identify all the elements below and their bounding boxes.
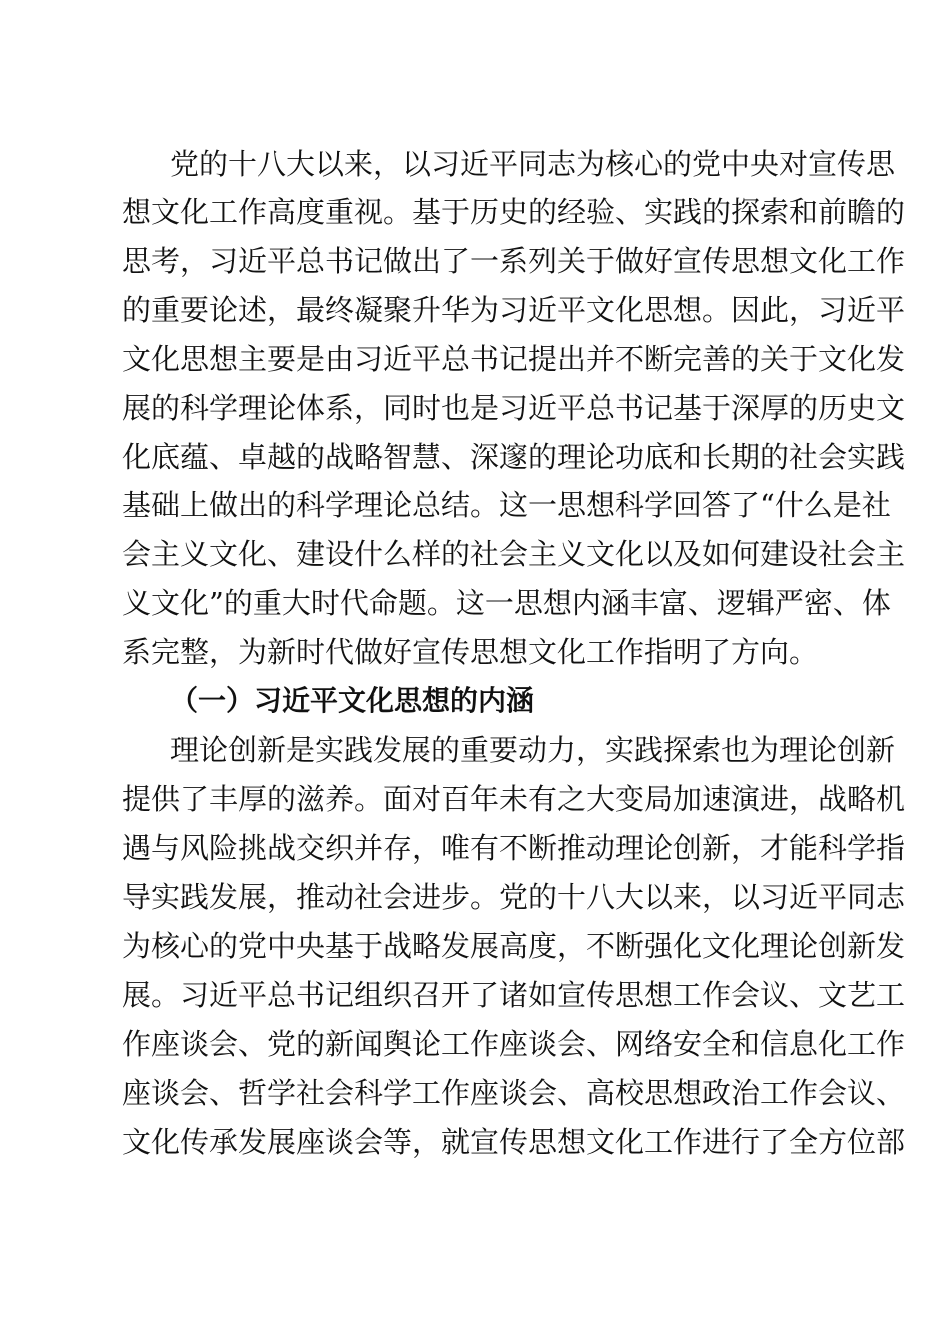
paragraph-1-line: 会主义文化、建设什么样的社会主义文化以及如何建设社会主 [122, 537, 906, 571]
paragraph-1-line: 文化思想主要是由习近平总书记提出并不断完善的关于文化发 [122, 342, 906, 376]
paragraph-2-line: 理论创新是实践发展的重要动力，实践探索也为理论创新 [170, 733, 896, 767]
paragraph-2-line: 为核心的党中央基于战略发展高度，不断强化文化理论创新发 [122, 929, 906, 963]
paragraph-2-line: 展。习近平总书记组织召开了诸如宣传思想工作会议、文艺工 [122, 978, 906, 1012]
paragraph-2-line: 文化传承发展座谈会等，就宣传思想文化工作进行了全方位部 [122, 1125, 906, 1159]
paragraph-1-line: 思考，习近平总书记做出了一系列关于做好宣传思想文化工作 [122, 244, 906, 278]
section-heading: （一）习近平文化思想的内涵 [170, 684, 535, 717]
paragraph-1-line: 化底蕴、卓越的战略智慧、深邃的理论功底和长期的社会实践 [122, 440, 906, 474]
paragraph-1-line: 基础上做出的科学理论总结。这一思想科学回答了“什么是社 [122, 488, 891, 522]
paragraph-2-line: 座谈会、哲学社会科学工作座谈会、高校思想政治工作会议、 [122, 1076, 906, 1110]
paragraph-2-line: 作座谈会、党的新闻舆论工作座谈会、网络安全和信息化工作 [122, 1027, 906, 1061]
paragraph-2-line: 导实践发展，推动社会进步。党的十八大以来，以习近平同志 [122, 880, 906, 914]
paragraph-1-line: 的重要论述，最终凝聚升华为习近平文化思想。因此，习近平 [122, 293, 906, 327]
paragraph-1-line: 义文化”的重大时代命题。这一思想内涵丰富、逻辑严密、体 [122, 586, 891, 620]
paragraph-2-line: 提供了丰厚的滋养。面对百年未有之大变局加速演进，战略机 [122, 782, 906, 816]
paragraph-1-line: 党的十八大以来，以习近平同志为核心的党中央对宣传思 [170, 147, 896, 181]
paragraph-1-line: 想文化工作高度重视。基于历史的经验、实践的探索和前瞻的 [122, 195, 906, 229]
paragraph-1-line: 系完整，为新时代做好宣传思想文化工作指明了方向。 [122, 635, 819, 669]
paragraph-1-line: 展的科学理论体系，同时也是习近平总书记基于深厚的历史文 [122, 391, 906, 425]
paragraph-2-line: 遇与风险挑战交织并存，唯有不断推动理论创新，才能科学指 [122, 831, 906, 865]
